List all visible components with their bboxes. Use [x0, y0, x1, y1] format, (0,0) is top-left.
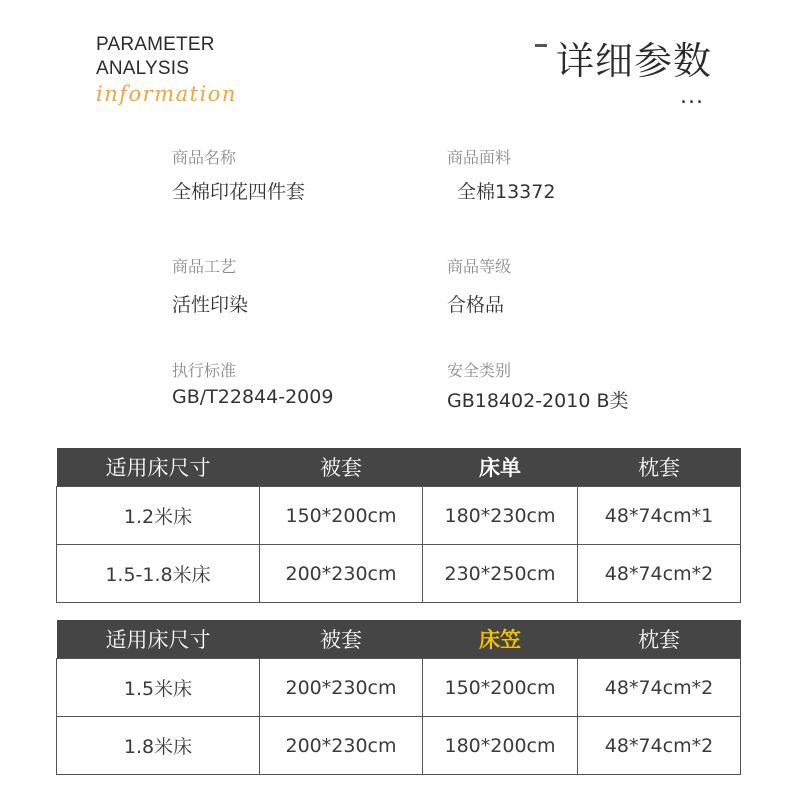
table-header-row: [57, 620, 741, 659]
cell-duvet: 200*230cm: [260, 545, 423, 603]
param-value-standard: GB/T22844-2009: [172, 386, 334, 408]
param-label-standard: 执行标准: [172, 361, 237, 380]
size-table-fitted: [56, 620, 741, 775]
param-label-grade: 商品等级: [447, 257, 512, 276]
cell-bed-size: 1.5米床: [57, 659, 260, 717]
param-value-craft: 活性印染: [172, 294, 249, 316]
ellipsis-decoration: ...: [680, 84, 704, 109]
param-value-fabric: 全棉13372: [457, 181, 556, 203]
heading-analysis: ANALYSIS: [96, 58, 190, 79]
table-header-row: [57, 448, 741, 487]
cell-pillowcase: 48*74cm*1: [578, 487, 741, 545]
header-bed-size: 适用床尺寸: [57, 448, 260, 487]
heading-parameter: PARAMETER: [96, 34, 215, 55]
header-duvet: 被套: [260, 448, 423, 487]
cell-sheet: 180*230cm: [423, 487, 578, 545]
cell-pillowcase: 48*74cm*2: [578, 717, 741, 775]
header-bed-size: 适用床尺寸: [57, 620, 260, 659]
header-fitted-sheet: 床笠: [423, 620, 578, 659]
header-duvet: 被套: [260, 620, 423, 659]
cell-fitted-sheet: 180*200cm: [423, 717, 578, 775]
table-row: [57, 487, 741, 545]
cell-bed-size: 1.2米床: [57, 487, 260, 545]
param-label-craft: 商品工艺: [172, 257, 237, 276]
cell-fitted-sheet: 150*200cm: [423, 659, 578, 717]
cell-duvet: 200*230cm: [260, 717, 423, 775]
cell-duvet: 200*230cm: [260, 659, 423, 717]
param-label-fabric: 商品面料: [447, 148, 512, 167]
table-row: [57, 659, 741, 717]
size-table-sheet: [56, 448, 741, 603]
page-title: 详细参数: [556, 39, 713, 83]
param-value-safety: GB18402-2010 B类: [447, 390, 629, 412]
param-value-grade: 合格品: [447, 294, 505, 316]
header-pillowcase: 枕套: [578, 448, 741, 487]
cell-pillowcase: 48*74cm*2: [578, 545, 741, 603]
cell-bed-size: 1.5-1.8米床: [57, 545, 260, 603]
title-dash-decoration: [535, 44, 547, 47]
cell-pillowcase: 48*74cm*2: [578, 659, 741, 717]
script-information: information: [96, 82, 237, 106]
cell-duvet: 150*200cm: [260, 487, 423, 545]
table-row: [57, 717, 741, 775]
cell-bed-size: 1.8米床: [57, 717, 260, 775]
cell-sheet: 230*250cm: [423, 545, 578, 603]
param-label-name: 商品名称: [172, 148, 237, 167]
table-row: [57, 545, 741, 603]
param-value-name: 全棉印花四件套: [172, 181, 306, 203]
header-pillowcase: 枕套: [578, 620, 741, 659]
header-sheet: 床单: [423, 448, 578, 487]
param-label-safety: 安全类别: [447, 361, 512, 380]
